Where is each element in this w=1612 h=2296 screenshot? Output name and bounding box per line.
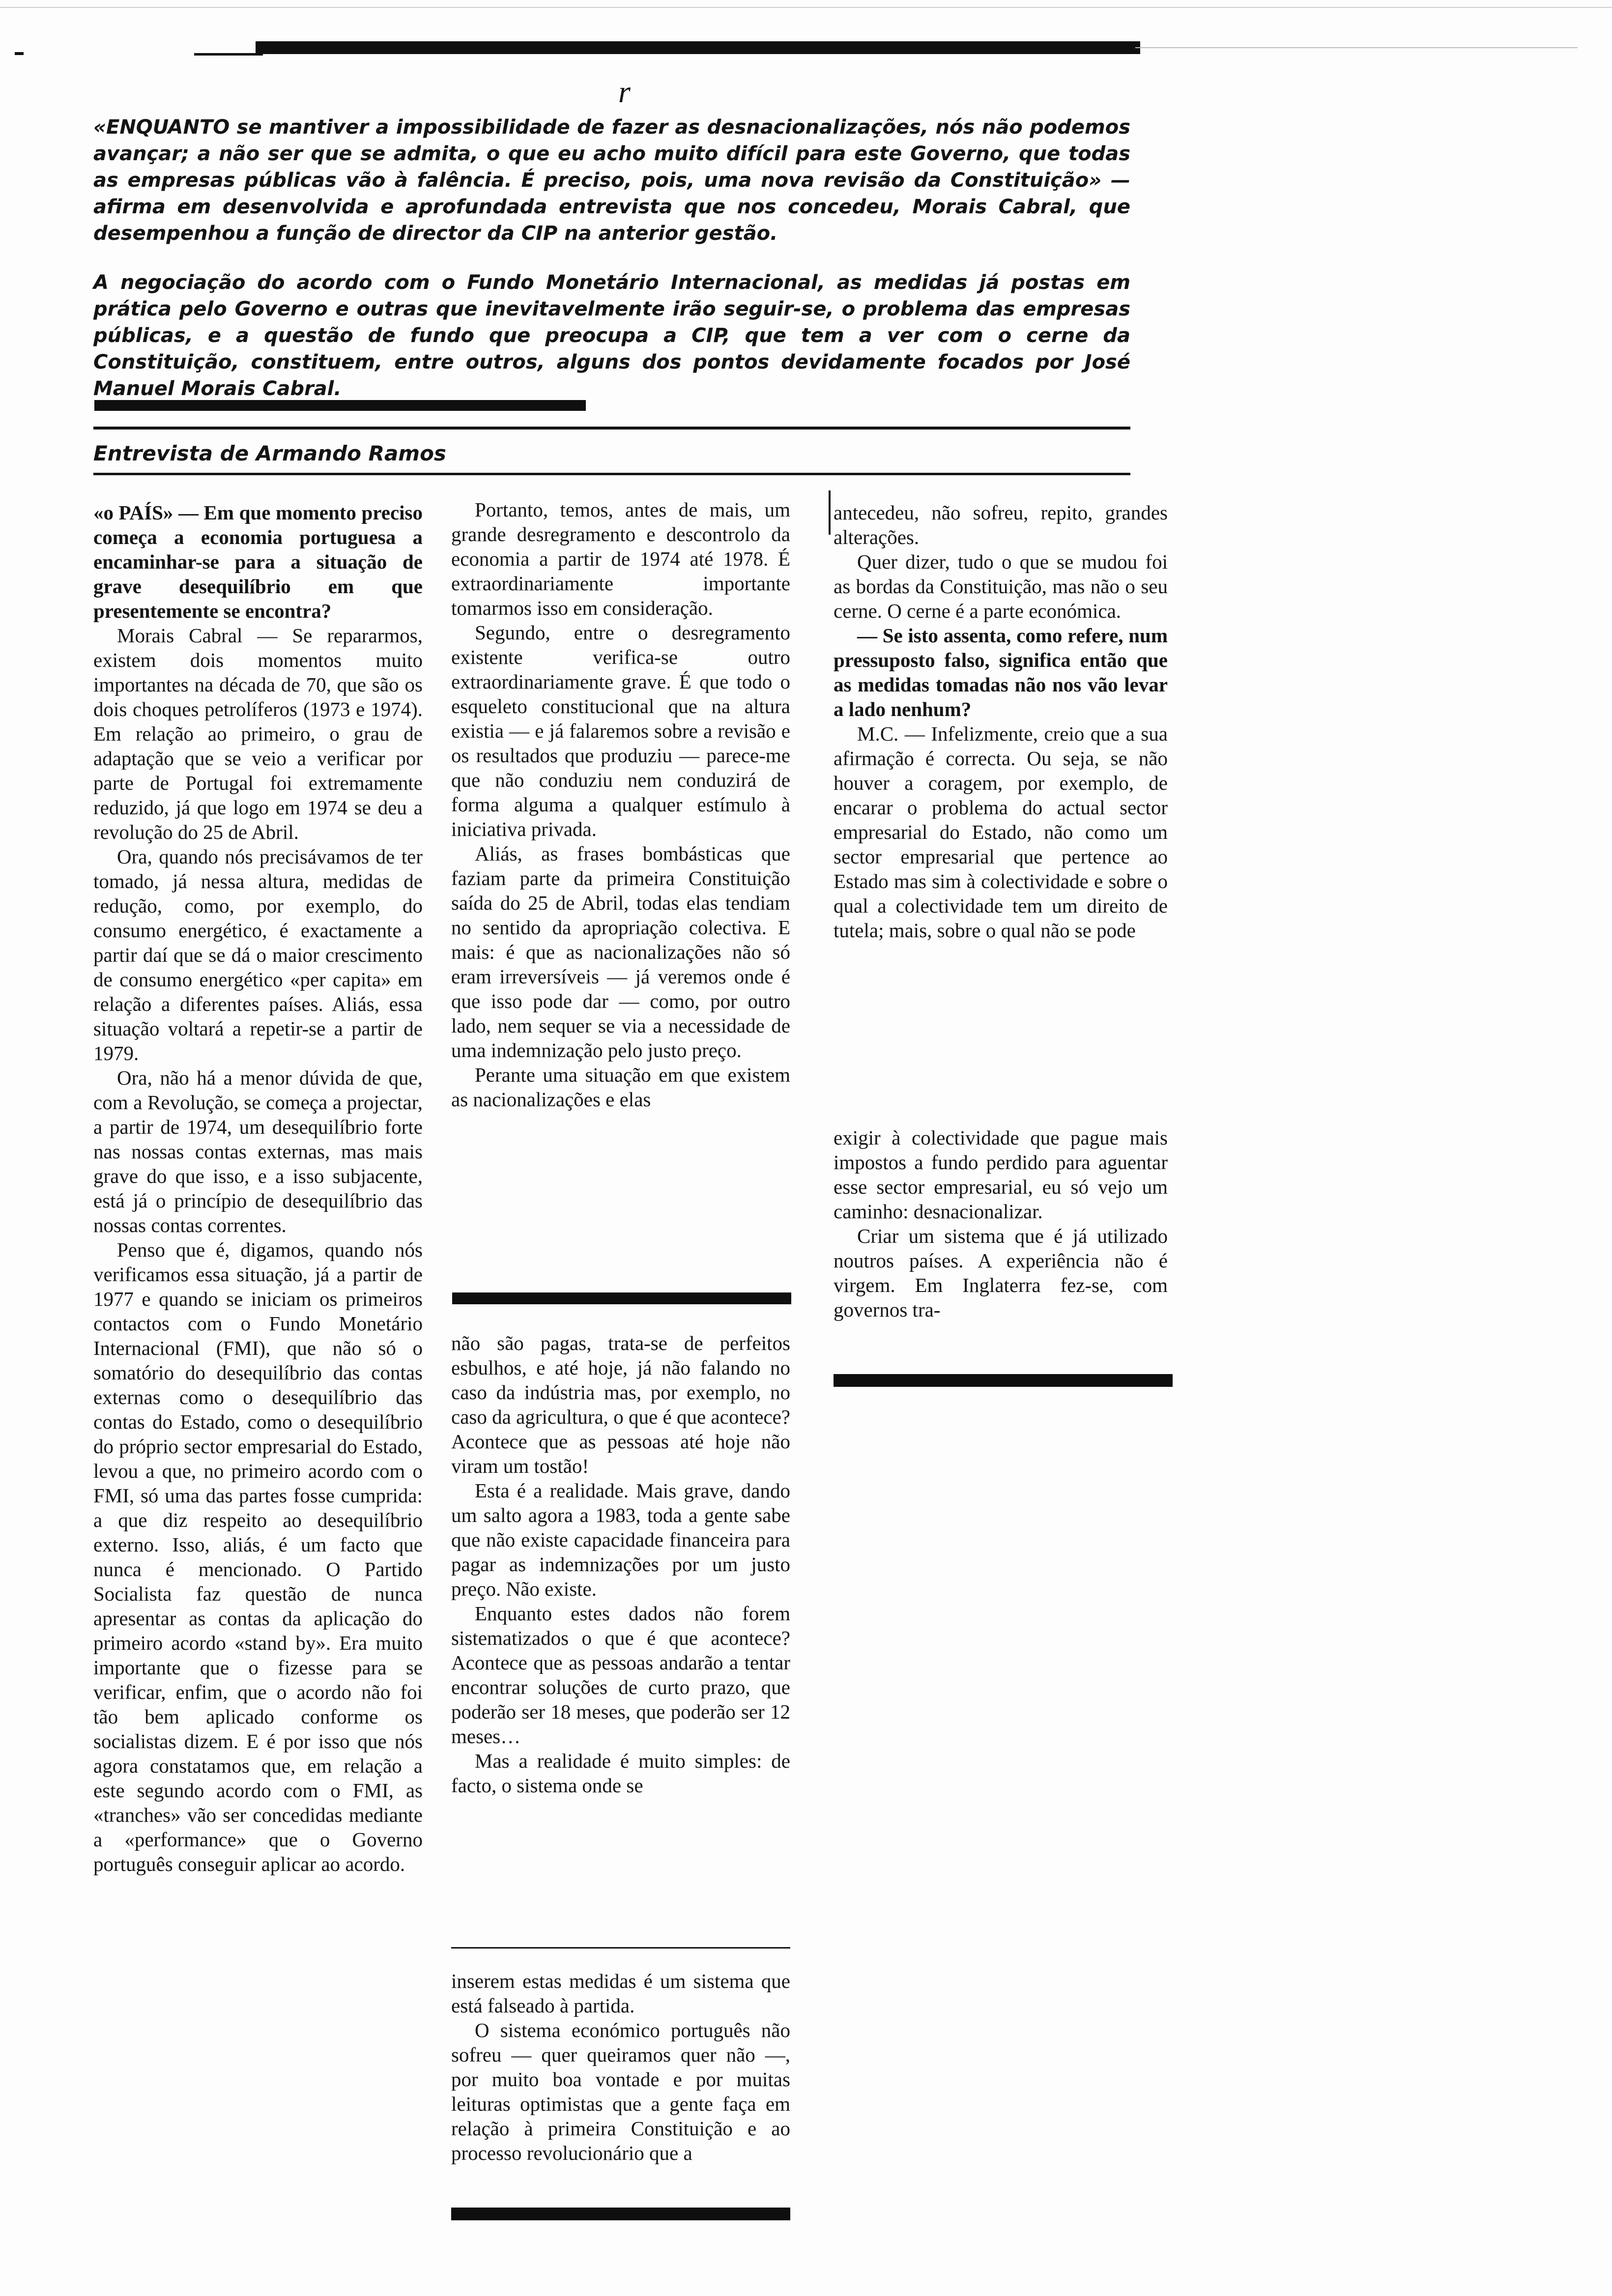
byline-bottom-rule	[93, 473, 1130, 475]
top-hairline-left	[0, 7, 1612, 8]
margin-dash	[15, 52, 24, 55]
body-paragraph: exigir à colectividade que pague mais impostos a fundo perdido para aguentar esse sector empresarial, eu só vejo um caminho: desnacionalizar.	[834, 1126, 1168, 1223]
top-hairline	[1135, 47, 1578, 48]
body-paragraph: Esta é a realidade. Mais grave, dando um salto agora a 1983, toda a gente sabe que não existe capacidade financeira para pagar as indemnizações por um justo preço. Não existe.	[451, 1479, 790, 1600]
column-3-top	[834, 500, 1168, 943]
lead-paragraph-2: A negociação do acordo com o Fundo Monetário Internacional, as medidas já postas em prática pelo Governo e outras que inevitavelmente irão seguir-se, o problema das empresas públicas, e a questão de fundo que preocupa a CIP, que tem a ver com o cerne da Constituição, constituem, entre outros, alguns dos pontos devidamente focados por José Manuel Morais Cabral.	[93, 271, 1130, 400]
top-bar-left-stub	[194, 53, 263, 56]
column-2-bottom	[451, 1969, 790, 2165]
byline: Entrevista de Armando Ramos	[93, 441, 446, 465]
body-paragraph: Ora, quando nós precisávamos de ter tomado, já nessa altura, medidas de redução, como, por exemplo, do consumo energético, é exactamente a partir daí que se dá o maior crescimento de consumo energético «per capita» em relação a diferentes países. Aliás, essa situação voltará a repetir-se a partir de 1979.	[93, 845, 423, 1064]
body-paragraph: Ora, não há a menor dúvida de que, com a Revolução, se começa a projectar, a partir de 1974, um desequilíbrio forte nas nossas contas externas, mas mais grave do que isso, e a isso subjacente, está já o princípio de desequilíbrio das nossas contas correntes.	[93, 1066, 423, 1236]
body-paragraph: antecedeu, não sofreu, repito, grandes alterações.	[834, 501, 1168, 548]
column-3-bottom	[834, 1125, 1168, 1322]
body-paragraph: O sistema económico português não sofreu — quer queiramos quer não —, por muito boa vontade e por muitas leituras optimistas que a gente faça em relação à primeira Constituição e ao processo revolucionário que a	[451, 2019, 790, 2164]
column-2-bar-2	[451, 2208, 790, 2220]
body-paragraph: Mas a realidade é muito simples: de facto, o sistema onde se	[451, 1750, 790, 1797]
body-paragraph: Criar um sistema que é já utilizado noutros países. A experiência não é virgem. Em Inglaterra fez-se, com governos tra-	[834, 1225, 1168, 1321]
pen-mark: r	[618, 74, 631, 109]
question-1: «o PAÍS» — Em que momento preciso começa a economia portuguesa a encaminhar-se para a situação de grave desequilíbrio em que presentemente se encontra?	[93, 501, 423, 622]
column-2-thin-rule	[451, 1947, 790, 1949]
body-paragraph: Aliás, as frases bombásticas que faziam parte da primeira Constituição saída do 25 de Abril, todas elas tendiam no sentido da apropriação colectiva. E mais: é que as nacionalizações não só eram irreversíveis — já veremos onde é que isso pode dar — como, por outro lado, nem sequer se via a necessidade de uma indemnização pelo justo preço.	[451, 842, 790, 1062]
body-paragraph: Penso que é, digamos, quando nós verificamos essa situação, já a partir de 1977 e quando se iniciam os primeiros contactos com o Fundo Monetário Internacional (FMI), que não só o somatório do desequilíbrio das contas externas como o desequilíbrio das contas do Estado, como o desequilíbrio do próprio sector empresarial do Estado, levou a que, no primeiro acordo com o FMI, só uma das partes fosse cumprida: a que diz respeito ao desequilíbrio externo. Isso, aliás, é um facto que nunca é mencionado. O Partido Socialista faz questão de nunca apresentar as contas da aplicação do primeiro acordo «stand by». Era muito importante que o fizesse para se verificar, enfim, que o acordo não foi tão bem aplicado conforme os socialistas dizem. E é por isso que nós agora constatamos que, em relação a este segundo acordo com o FMI, as «tranches» vão ser concedidas mediante a «performance» que o Governo português conseguir aplicar ao acordo.	[93, 1238, 423, 1875]
column-2-bar-1	[452, 1292, 791, 1304]
body-paragraph: Perante uma situação em que existem as nacionalizações e elas	[451, 1063, 790, 1111]
byline-top-rule	[93, 427, 1130, 430]
body-paragraph: Segundo, entre o desregramento existente verifica-se outro extraordinariamente grave. É que todo o esqueleto constitucional que na altura existia — e já falaremos sobre a revisão e os resultados que produziu — parece-me que não conduziu nem conduzirá de forma alguma a qualquer estímulo à iniciativa privada.	[451, 621, 790, 840]
top-bar	[256, 41, 1140, 54]
body-paragraph: Quer dizer, tudo o que se mudou foi as bordas da Constituição, mas não o seu cerne. O cerne é a parte económica.	[834, 550, 1168, 622]
answer-paragraph: M.C. — Infelizmente, creio que a sua afirmação é correcta. Ou seja, se não houver a coragem, por exemplo, de encarar o problema do actual sector empresarial do Estado, não como um sector empresarial que pertence ao Estado mas sim à colectividade e sobre o qual a colectividade tem um direito de tutela; mais, sobre o qual não se pode	[834, 722, 1168, 942]
column-3-left-rule	[829, 490, 831, 535]
column-1	[93, 500, 423, 1876]
lead-bottom-bar	[94, 400, 586, 411]
body-paragraph: Portanto, temos, antes de mais, um grande desregramento e descontrolo da economia a partir de 1974 até 1978. É extraordinariamente importante tomarmos isso em consideração.	[451, 498, 790, 619]
body-paragraph: não são pagas, trata-se de perfeitos esbulhos, e até hoje, já não falando no caso da indústria mas, por exemplo, no caso da agricultura, o que é que acontece? Acontece que as pessoas até hoje não viram um tostão!	[451, 1332, 790, 1477]
column-2-top	[451, 497, 790, 1112]
question-2: — Se isto assenta, como refere, num pressuposto falso, significa então que as medidas tomadas não nos vão levar a lado nenhum?	[834, 624, 1168, 720]
body-paragraph: inserem estas medidas é um sistema que está falseado à partida.	[451, 1970, 790, 2017]
answer-paragraph: Morais Cabral — Se repararmos, existem dois momentos muito importantes na década de 70, que são os dois choques petrolíferos (1973 e 1974). Em relação ao primeiro, o grau de adaptação que se veio a verificar por parte de Portugal foi extremamente reduzido, já que logo em 1974 se deu a revolução do 25 de Abril.	[93, 624, 423, 843]
body-paragraph: Enquanto estes dados não forem sistematizados o que é que acontece? Acontece que as pessoas andarão a tentar encontrar soluções de curto prazo, que poderão ser 18 meses, que poderão ser 12 meses…	[451, 1602, 790, 1748]
column-2-middle	[451, 1331, 790, 1798]
column-3-bottom-bar	[834, 1374, 1173, 1387]
lead-paragraph-1: «ENQUANTO se mantiver a impossibilidade de fazer as desnacionalizações, nós não podemos avançar; a não ser que se admita, o que eu acho muito difícil para este Governo, que todas as empresas públicas vão à falência. É preciso, pois, uma nova revisão da Constituição» — afirma em desenvolvida e aprofundada entrevista que nos concedeu, Morais Cabral, que desempenhou a função de director da CIP na anterior gestão.	[93, 116, 1130, 245]
